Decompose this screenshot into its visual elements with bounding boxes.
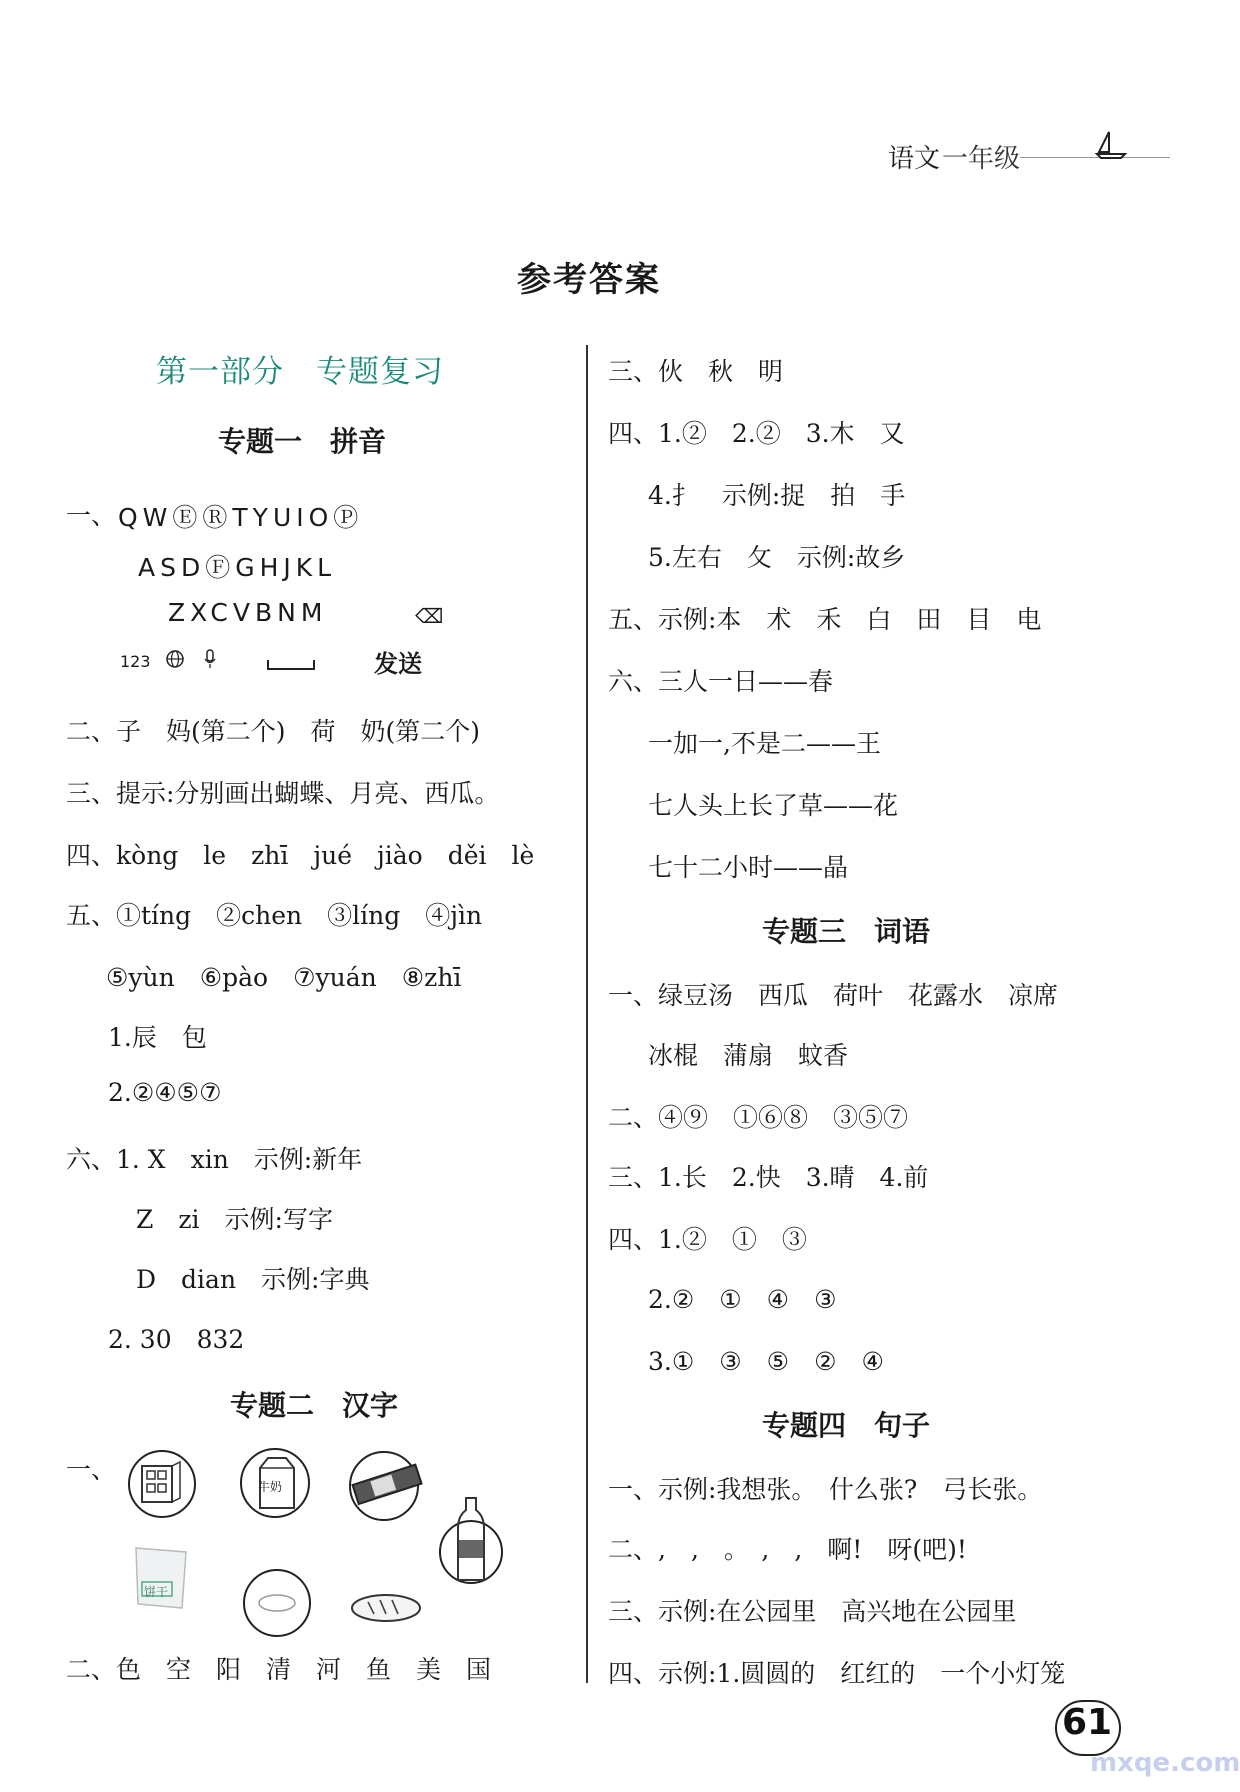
answer-line: 三、示例:在公园里 高兴地在公园里	[608, 1597, 1017, 1626]
topic-2-title: 专题二 汉字	[230, 1389, 399, 1422]
answer-line: 二、色 空 阳 清 河 鱼 美 国	[66, 1655, 492, 1684]
keyboard-num-key: 123	[120, 652, 151, 671]
header-subject: 语文	[888, 144, 941, 174]
round-object-drawing	[240, 1566, 314, 1640]
bottle-drawing	[438, 1490, 504, 1590]
building-blocks-drawing	[126, 1448, 198, 1520]
answer-line: 三、提示:分别画出蝴蝶、月亮、西瓜。	[66, 779, 500, 808]
watermark: mxqe.com	[1090, 1748, 1240, 1778]
pencil-case-drawing	[346, 1446, 430, 1524]
answer-line: 冰棍 蒲扇 蚊香	[648, 1041, 849, 1070]
microphone-icon	[202, 648, 218, 670]
column-divider	[586, 345, 588, 1683]
answer-line: 2.② ① ④ ③	[648, 1285, 837, 1314]
answer-line: 三、伙 秋 明	[608, 357, 784, 386]
answer-line: 六、1. X xin 示例:新年	[66, 1145, 363, 1174]
topic-3-title: 专题三 词语	[762, 915, 931, 948]
answer-line: 4.扌 示例:捉 拍 手	[648, 481, 906, 510]
answer-line: Z zi 示例:写字	[136, 1205, 333, 1234]
answer-line: 一、示例:我想张。 什么张? 弓长张。	[608, 1475, 1043, 1504]
keyboard-row-1: QWⒺⓇTYUIOⓅ	[118, 503, 364, 532]
topic-1-title: 专题一 拼音	[218, 425, 387, 458]
answer-line: 三、1.长 2.快 3.晴 4.前	[608, 1163, 929, 1192]
answer-line: 一、绿豆汤 西瓜 荷叶 花露水 凉席	[608, 981, 1059, 1010]
answer-line: 六、三人一日——春	[608, 667, 834, 696]
answer-line: 2. 30 832	[108, 1325, 245, 1354]
answer-line: 四、1.② ① ③	[608, 1225, 807, 1254]
answer-line: 5.左右 攵 示例:故乡	[648, 543, 906, 572]
biscuit-label: 饼干	[144, 1585, 169, 1599]
keyboard-send-key: 发送	[374, 650, 422, 678]
answer-line: D dian 示例:字典	[136, 1265, 370, 1294]
answer-line: 二、④⑨ ①⑥⑧ ③⑤⑦	[608, 1103, 909, 1132]
milk-label: 牛奶	[258, 1480, 283, 1494]
answer-line: 五、①tíng ②chen ③líng ④jìn	[66, 901, 483, 930]
answer-line: 2.②④⑤⑦	[108, 1078, 222, 1107]
topic-4-title: 专题四 句子	[762, 1409, 931, 1442]
keyboard-label: 一、	[66, 501, 117, 530]
answer-line: 七十二小时——晶	[648, 853, 849, 882]
header-grade: 一年级	[942, 144, 1021, 174]
backspace-icon: ⌫	[415, 604, 444, 628]
answer-line: 一、	[66, 1455, 117, 1484]
answer-line: ⑤yùn ⑥pào ⑦yuán ⑧zhī	[106, 963, 462, 992]
sailboat-icon	[1095, 130, 1129, 160]
bread-drawing	[348, 1590, 424, 1626]
answer-line: 五、示例:本 术 禾 白 田 目 电	[608, 605, 1042, 634]
page-number: 61	[1062, 1702, 1113, 1743]
biscuit-bag-drawing	[128, 1542, 194, 1614]
answer-line: 3.① ③ ⑤ ② ④	[648, 1347, 884, 1376]
answer-line: 七人头上长了草——花	[648, 791, 899, 820]
keyboard-row-2: ASDⒻGHJKL	[138, 553, 337, 582]
answer-line: 二、子 妈(第二个) 荷 奶(第二个)	[66, 717, 481, 746]
answer-line: 四、示例:1.圆圆的 红红的 一个小灯笼	[608, 1659, 1066, 1688]
space-key	[267, 660, 315, 670]
answer-line: 四、1.② 2.② 3.木 又	[608, 419, 905, 448]
page-title: 参考答案	[517, 260, 661, 300]
answer-line: 四、kòng le zhī jué jiào děi lè	[66, 841, 535, 870]
globe-icon	[164, 648, 186, 670]
answer-line: 1.辰 包	[108, 1023, 207, 1052]
answer-line: 二、, , 。 , , 啊! 呀(吧)!	[608, 1535, 967, 1564]
part-title: 第一部分 专题复习	[156, 354, 444, 390]
keyboard-row-3: ZXCVBNM	[168, 598, 328, 627]
answer-line: 一加一,不是二——王	[648, 729, 881, 758]
